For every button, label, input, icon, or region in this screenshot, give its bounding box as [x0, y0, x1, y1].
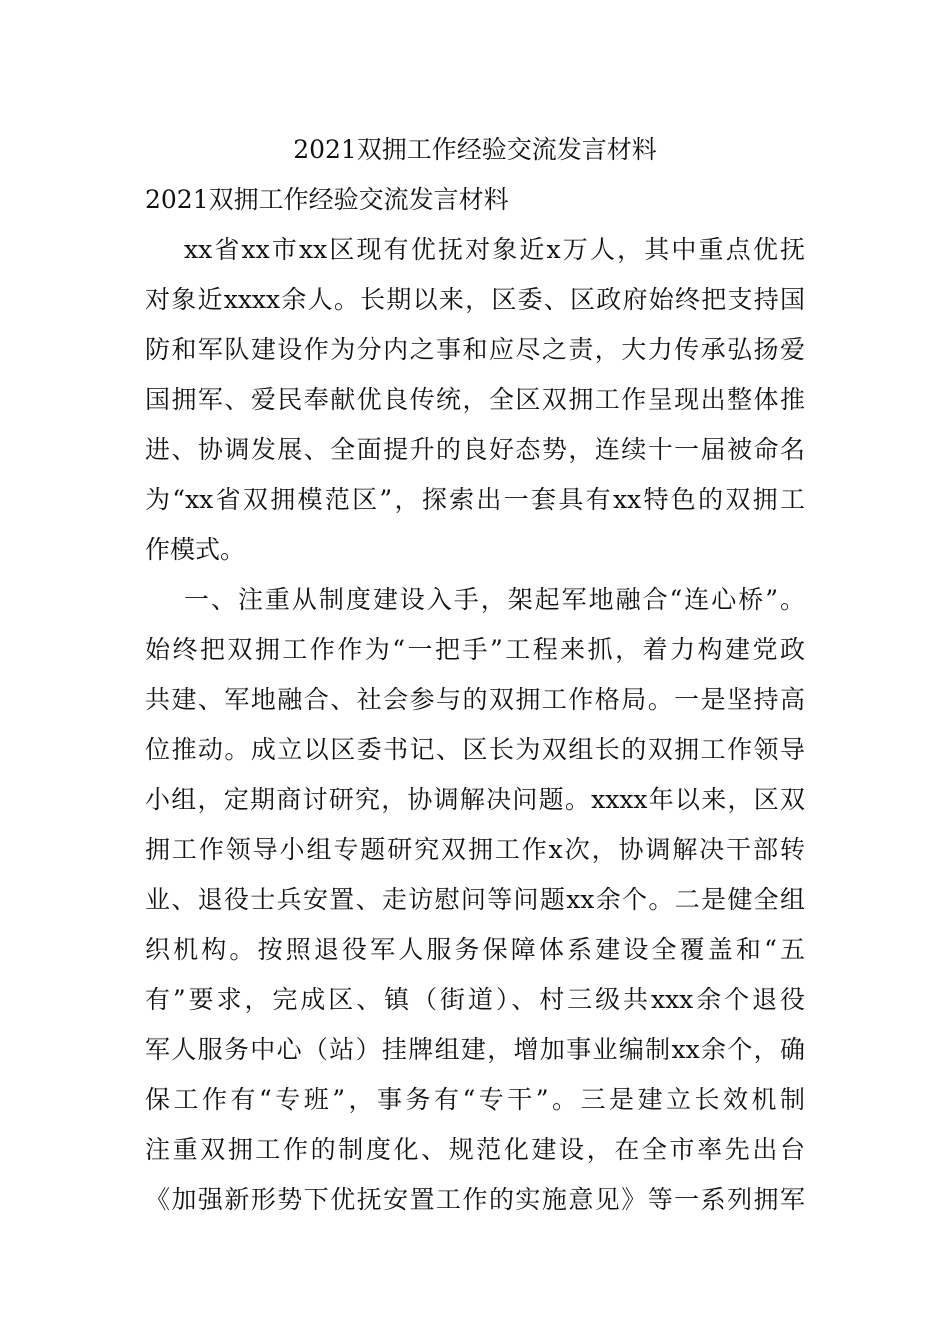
paragraph-line: 共建、军地融合、社会参与的双拥工作格局。一是坚持高 [145, 685, 805, 714]
paragraph-line: 防和军队建设作为分内之事和应尽之责，大力传承弘扬爱 [145, 335, 805, 364]
paragraph-line: 始终把双拥工作作为“一把手”工程来抓，着力构建党政 [145, 635, 805, 664]
paragraph-line: 军人服务中心（站）挂牌组建，增加事业编制xx余个，确 [145, 1035, 805, 1064]
document-subtitle: 2021双拥工作经验交流发言材料 [145, 185, 509, 214]
paragraph-line: 织机构。按照退役军人服务保障体系建设全覆盖和“五 [145, 935, 805, 964]
paragraph-line: 保工作有“专班”，事务有“专干”。三是建立长效机制 [145, 1085, 805, 1114]
paragraph-line: 对象近xxxx余人。长期以来，区委、区政府始终把支持国 [145, 285, 805, 314]
paragraph-line: 《加强新形势下优抚安置工作的实施意见》等一系列拥军 [145, 1185, 805, 1214]
paragraph-line: 作模式。 [145, 535, 246, 564]
paragraph-line: xx省xx市xx区现有优抚对象近x万人，其中重点优抚 [184, 235, 805, 264]
paragraph-line: 小组，定期商讨研究，协调解决问题。xxxx年以来，区双 [145, 785, 805, 814]
section-heading-line: 一、注重从制度建设入手，架起军地融合“连心桥”。 [184, 585, 805, 614]
paragraph-line: 拥工作领导小组专题研究双拥工作x次，协调解决干部转 [145, 835, 805, 864]
paragraph-line: 有”要求，完成区、镇（街道）、村三级共xxx余个退役 [145, 985, 805, 1014]
paragraph-line: 为“xx省双拥模范区”，探索出一套具有xx特色的双拥工 [145, 485, 805, 514]
paragraph-line: 位推动。成立以区委书记、区长为双组长的双拥工作领导 [145, 735, 805, 764]
paragraph-line: 业、退役士兵安置、走访慰问等问题xx余个。二是健全组 [145, 885, 805, 914]
document-title: 2021双拥工作经验交流发言材料 [293, 135, 657, 164]
paragraph-line: 国拥军、爱民奉献优良传统，全区双拥工作呈现出整体推 [145, 385, 805, 414]
paragraph-line: 进、协调发展、全面提升的良好态势，连续十一届被命名 [145, 435, 805, 464]
paragraph-line: 注重双拥工作的制度化、规范化建设，在全市率先出台 [145, 1135, 805, 1164]
